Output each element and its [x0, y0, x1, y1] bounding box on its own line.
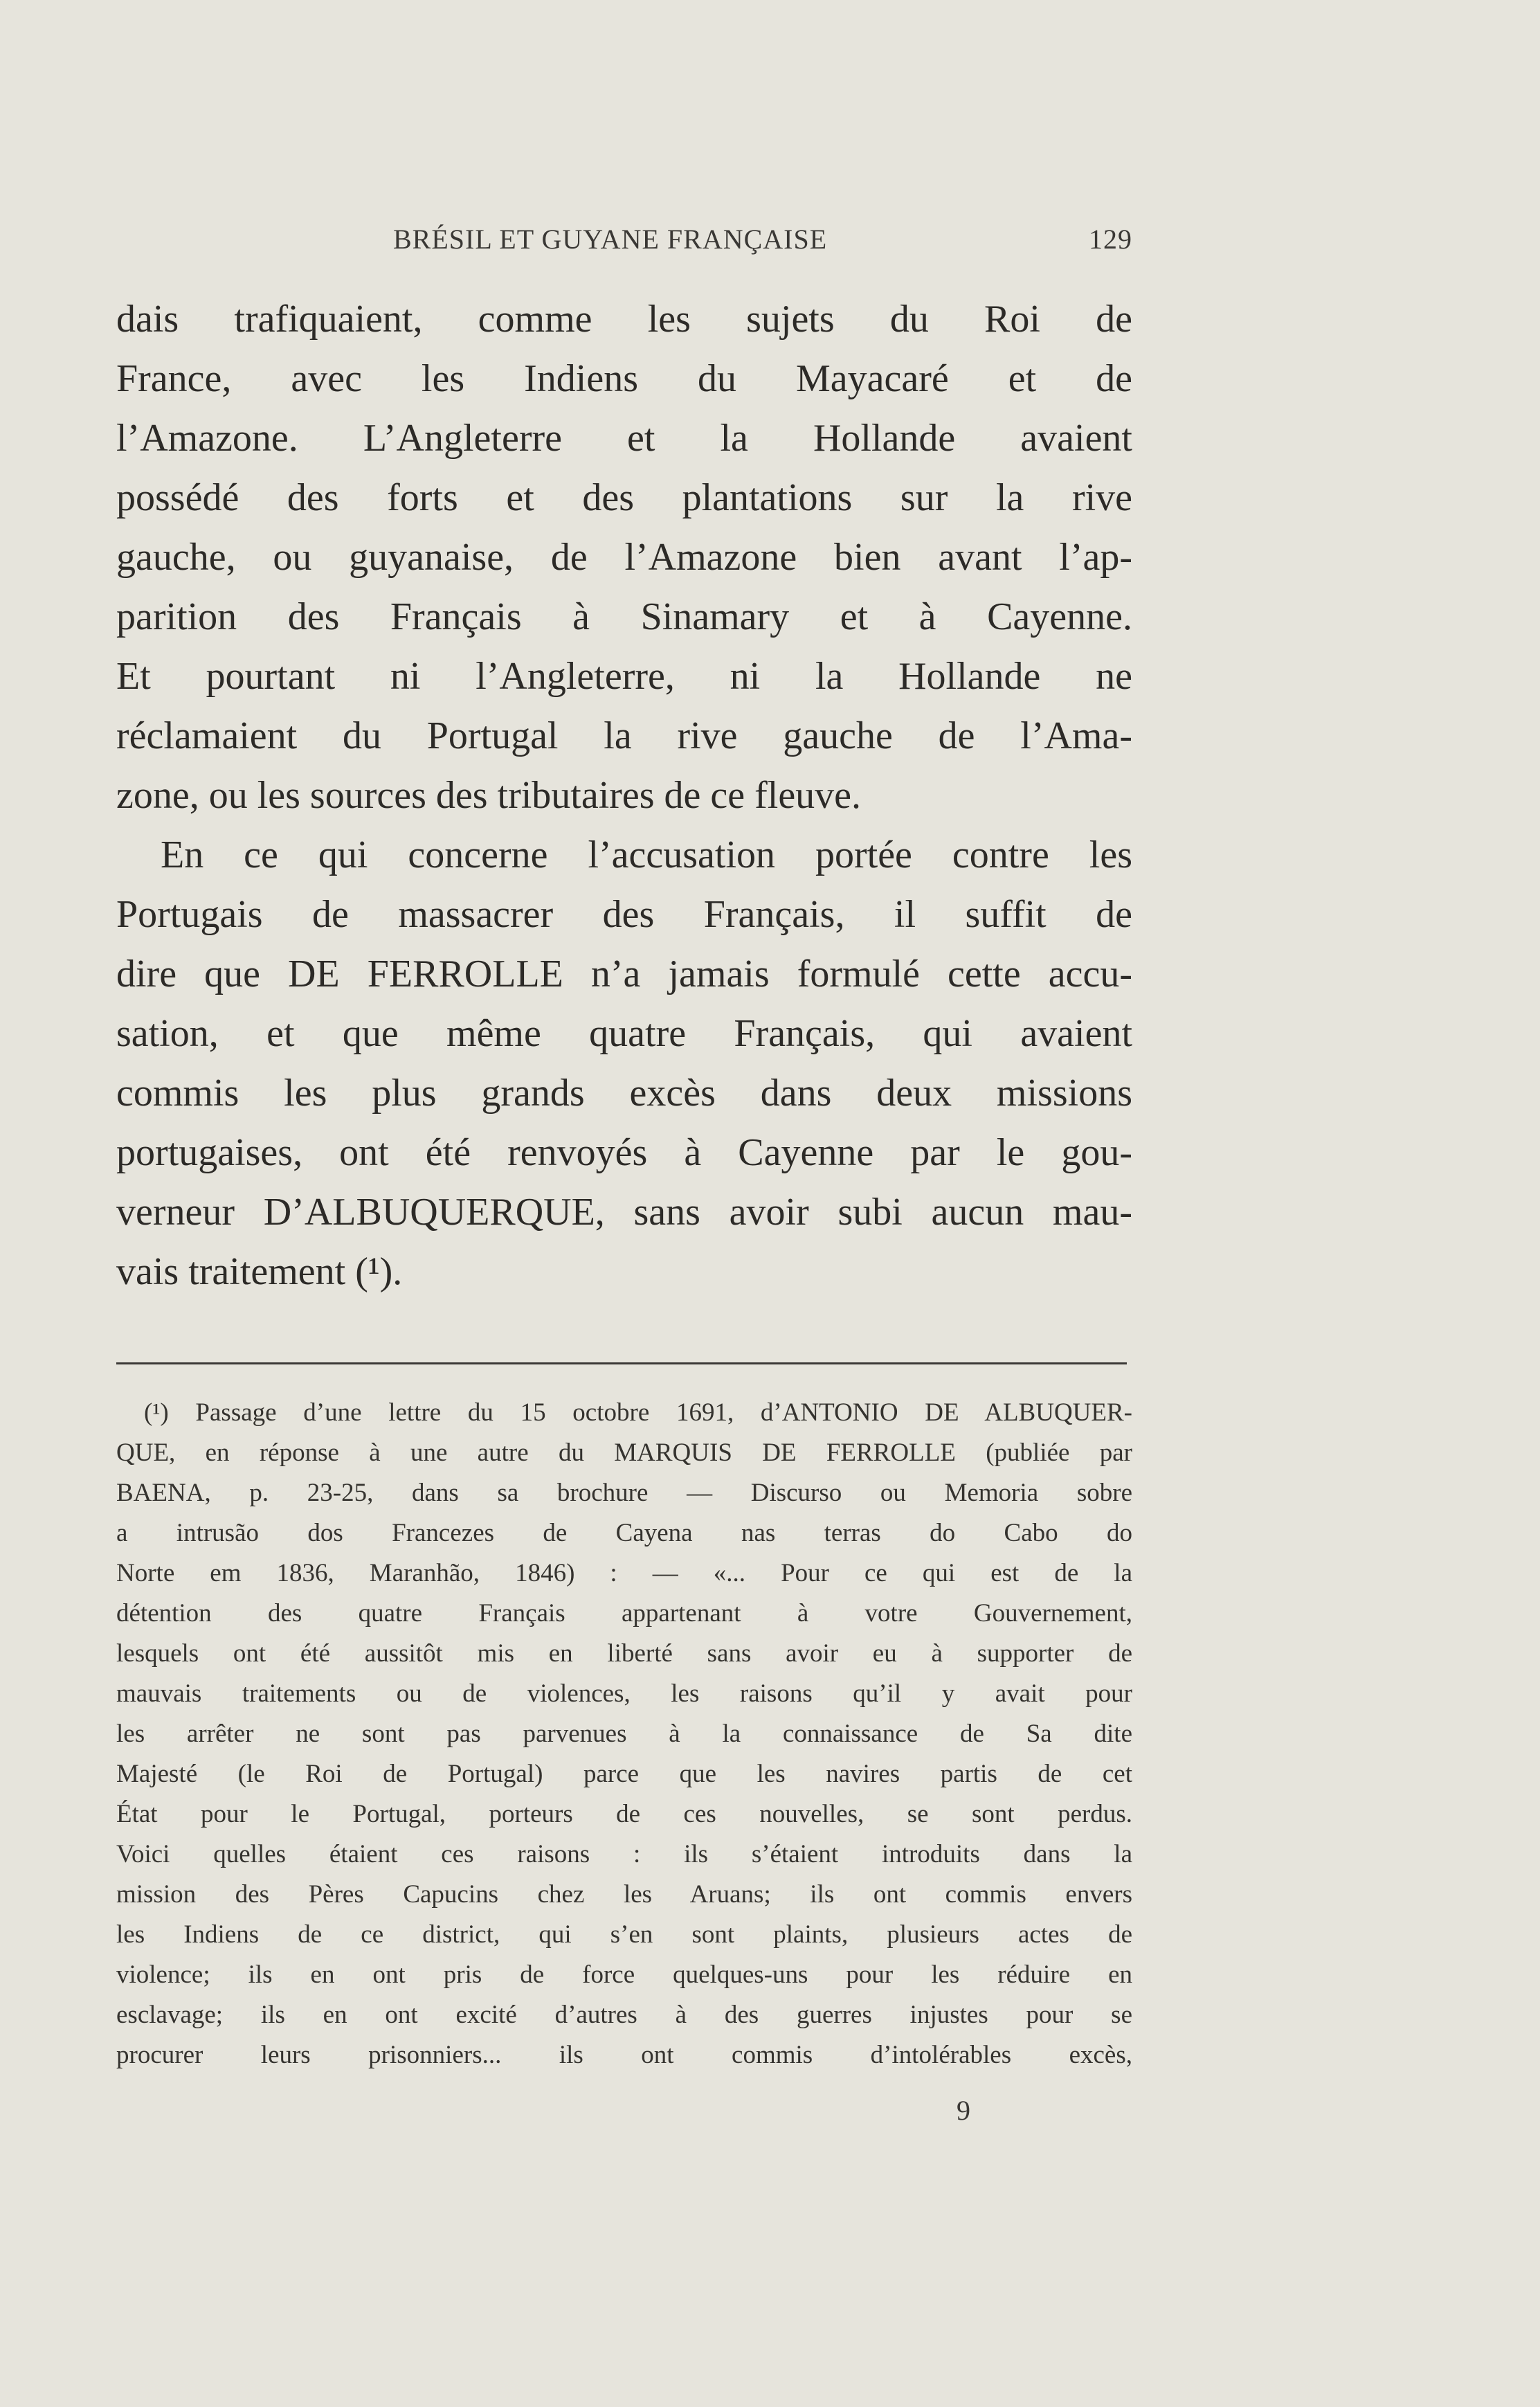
footnote-line: violence; ils en ont pris de force quelques-uns pour les réduire en — [116, 1960, 1132, 1989]
text-line: dire que DE FERROLLE n’a jamais formulé cette accu- — [116, 953, 1132, 995]
footnote-line: QUE, en réponse à une autre du MARQUIS DE FERROLLE (publiée par — [116, 1439, 1132, 1467]
text-line: commis les plus grands excès dans deux missions — [116, 1072, 1132, 1115]
footnote-line: procurer leurs prisonniers... ils ont commis d’intolérables excès, — [116, 2041, 1132, 2069]
body-text — [116, 289, 1132, 1301]
footnote-line: État pour le Portugal, porteurs de ces nouvelles, se sont perdus. — [116, 1800, 1132, 1828]
text-line: En ce qui concerne l’accusation portée contre les — [161, 833, 1132, 876]
page-number: 129 — [1089, 224, 1132, 255]
text-line: possédé des forts et des plantations sur la rive — [116, 476, 1132, 519]
footnote-line: Norte em 1836, Maranhão, 1846) : — «... Pour ce qui est de la — [116, 1559, 1132, 1587]
text-line: Et pourtant ni l’Angleterre, ni la Hollande ne — [116, 655, 1132, 698]
running-head-title: BRÉSIL ET GUYANE FRANÇAISE — [393, 224, 828, 255]
footnote-line: mission des Pères Capucins chez les Aruans; ils ont commis envers — [116, 1880, 1132, 1909]
text-line: vais traitement (¹). — [116, 1250, 403, 1293]
footnote-rule — [116, 1362, 1127, 1364]
text-line: réclamaient du Portugal la rive gauche de l’Ama- — [116, 714, 1132, 757]
footnote-line: BAENA, p. 23-25, dans sa brochure — Discurso ou Memoria sobre — [116, 1479, 1132, 1507]
footnote-line: les arrêter ne sont pas parvenues à la connaissance de Sa dite — [116, 1720, 1132, 1748]
footnote-line: a intrusão dos Francezes de Cayena nas terras do Cabo do — [116, 1519, 1132, 1547]
text-line: France, avec les Indiens du Mayacaré et de — [116, 357, 1132, 400]
text-line: Portugais de massacrer des Français, il suffit de — [116, 893, 1132, 936]
text-line: zone, ou les sources des tributaires de ce fleuve. — [116, 774, 862, 817]
footnote — [116, 1393, 1132, 2075]
text-line: l’Amazone. L’Angleterre et la Hollande avaient — [116, 417, 1132, 460]
footnote-line: Majesté (le Roi de Portugal) parce que les navires partis de cet — [116, 1760, 1132, 1788]
footnote-line: Voici quelles étaient ces raisons : ils s’étaient introduits dans la — [116, 1840, 1132, 1868]
footnote-line: lesquels ont été aussitôt mis en liberté sans avoir eu à supporter de — [116, 1639, 1132, 1668]
footnote-line: mauvais traitements ou de violences, les raisons qu’il y avait pour — [116, 1679, 1132, 1708]
running-head — [116, 223, 1132, 264]
text-line: portugaises, ont été renvoyés à Cayenne par le gou- — [116, 1131, 1132, 1174]
text-line: sation, et que même quatre Français, qui avaient — [116, 1012, 1132, 1055]
text-line: dais trafiquaient, comme les sujets du Roi de — [116, 298, 1132, 341]
signature-mark: 9 — [957, 2095, 970, 2126]
footnote-line: esclavage; ils en ont excité d’autres à des guerres injustes pour se — [116, 2001, 1132, 2029]
footnote-line: (¹) Passage d’une lettre du 15 octobre 1691, d’ANTONIO DE ALBUQUER- — [144, 1398, 1132, 1427]
text-line: parition des Français à Sinamary et à Cayenne. — [116, 595, 1132, 638]
footnote-line: détention des quatre Français appartenant à votre Gouvernement, — [116, 1599, 1132, 1628]
text-line: verneur D’ALBUQUERQUE, sans avoir subi aucun mau- — [116, 1191, 1132, 1234]
footnote-line: les Indiens de ce district, qui s’en sont plaints, plusieurs actes de — [116, 1920, 1132, 1949]
text-line: gauche, ou guyanaise, de l’Amazone bien avant l’ap- — [116, 536, 1132, 579]
